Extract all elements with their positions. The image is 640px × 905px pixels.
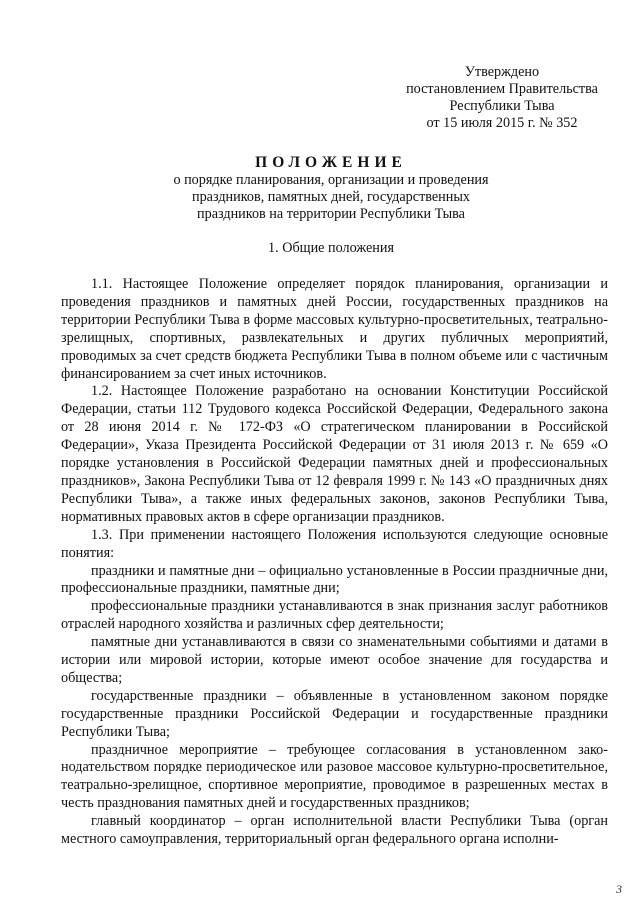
- document-body: [61, 276, 608, 849]
- paragraph: памятные дни устанавливаются в связи со знаменательными событиями и датами в истории или мировой истории, которые имеют особое значение для государства и общества;: [61, 634, 608, 686]
- section-heading: 1. Общие положения: [268, 240, 394, 256]
- approval-line: от 15 июля 2015 г. № 352: [426, 115, 578, 131]
- paragraph: 1.3. При применении настоящего Положения используются следующие основные понятия:: [61, 526, 608, 561]
- approval-line: Утверждено: [464, 64, 540, 80]
- approval-stamp: [402, 64, 602, 132]
- paragraph: 1.2. Настоящее Положение разработано на основании Конституции Российской Федерации, статьи 112 Трудового кодекса Российской Федерации, Федерального закона от 28 июня 2014 г. № 172-ФЗ «О стратегическом планировании в Российской Федерации», Указа Президента Российской Федерации от 31 июля 2013 г. № 659 «О порядке установления в Российской Федерации памятных дней и профессиональных праздников», Закона Республики Тыва от 12 февраля 1999 г. № 143 «О праздничных днях Республики Тыва», а также иных федеральных законов, законов Республики Тыва, нормативных правовых актов в сфере организации праздников.: [61, 383, 608, 525]
- document-subtitle-line: о порядке планирования, организации и проведения: [173, 172, 489, 188]
- document-subtitle-line: праздников на территории Республики Тыва: [197, 206, 465, 222]
- paragraph: праздничное мероприятие – требующее согласования в установленном законодательством порядке периодическое или разовое массовое культурно-просветительное, театрально-зрелищное, спортивное мероприятие, проводимое в разрешенных местах в честь празднования памятных дней и государственных праздников;: [61, 741, 608, 812]
- paragraph: праздники и памятные дни – официально установленные в России праздничные дни, профессиональные праздники, памятные дни;: [61, 562, 608, 597]
- approval-line: постановлением Правительства: [406, 81, 598, 97]
- paragraph: главный координатор – орган исполнительной власти Республики Тыва (орган местного самоуправления, территориальный орган федерального органа исполни-: [61, 813, 608, 848]
- paragraph: профессиональные праздники устанавливаются в знак признания заслуг работников отраслей народного хозяйства и различных сфер деятельности;: [61, 598, 608, 633]
- paragraph: государственные праздники – объявленные в установленном законом порядке государственные праздники Российской Федерации и государственные праздники Республики Тыва;: [61, 687, 608, 740]
- page-number: 3: [616, 882, 622, 896]
- document-subtitle-line: праздников, памятных дней, государственных: [192, 189, 470, 205]
- approval-line: Республики Тыва: [449, 98, 555, 114]
- title-block: [0, 154, 640, 223]
- paragraph: 1.1. Настоящее Положение определяет порядок планирования, организации и проведения праздников и памятных дней России, государственных праздников на территории Республики Тыва в форме массовых культурно-просветительных, театрально-зрелищных, спортивных, развлекательных и других публичных мероприятий, проводимых за счет средств бюджета Республики Тыва в полном объеме или с частичным финансированием за счет иных источников.: [61, 276, 608, 382]
- document-title: ПОЛОЖЕНИЕ: [255, 154, 407, 171]
